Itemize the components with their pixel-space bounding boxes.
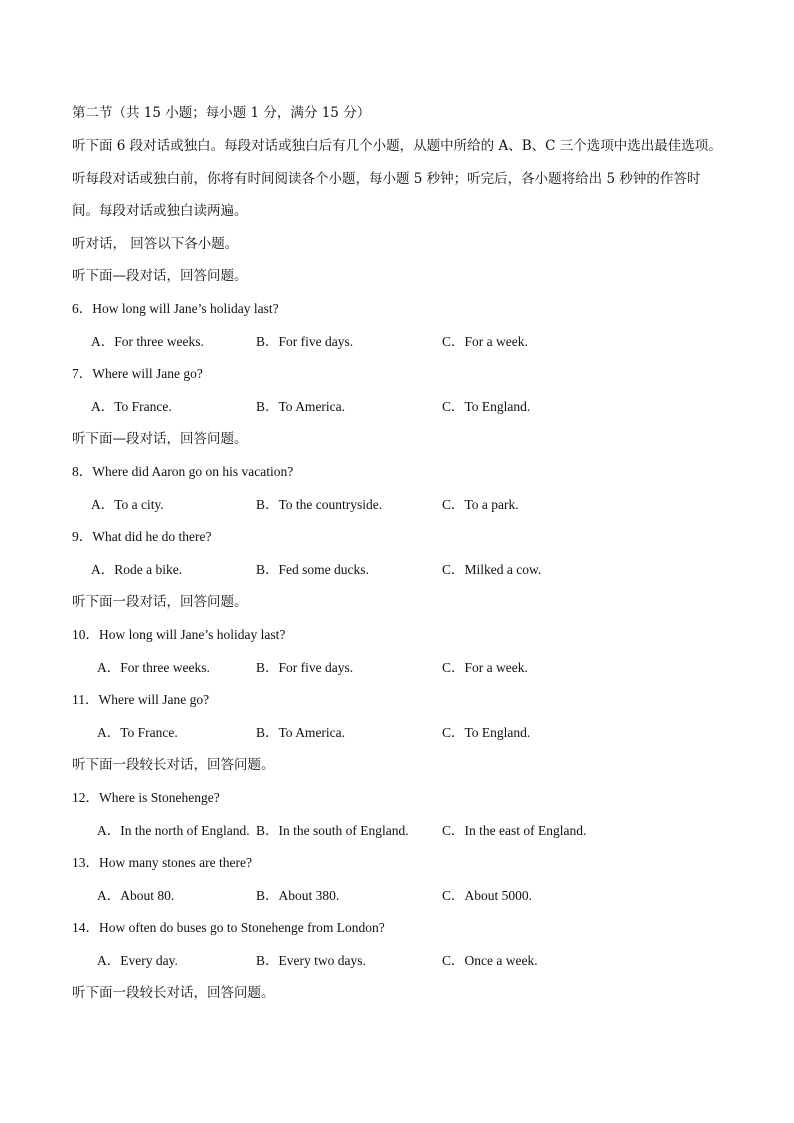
question-text: 9．What did he do there? <box>72 529 212 544</box>
option-b: B．To America. <box>256 725 346 740</box>
option-a: A．To France. <box>97 725 178 740</box>
option-c: C．To England. <box>442 725 531 740</box>
option-c: C．About 5000. <box>442 888 533 903</box>
option-a: A．About 80. <box>97 888 175 903</box>
instruction-line-4: 听对话， 回答以下各小题。 <box>72 236 239 252</box>
group-heading: 听下面—段对话，回答问题。 <box>72 268 248 284</box>
option-a: A．To a city. <box>91 497 164 512</box>
option-b: B．For five days. <box>256 660 354 675</box>
group-heading: 听下面一段较长对话，回答问题。 <box>72 985 275 1001</box>
instruction-line-3: 间。每段对话或独白读两遍。 <box>72 203 248 219</box>
section-header: 第二节（共 15 小题；每小题 1 分，满分 15 分） <box>72 105 371 121</box>
option-c: C．Once a week. <box>442 953 538 968</box>
option-c: C．To England. <box>442 399 531 414</box>
question-text: 12．Where is Stonehenge? <box>72 790 220 805</box>
option-c: C．For a week. <box>442 334 528 349</box>
option-a: A．Every day. <box>97 953 178 968</box>
group-heading: 听下面一段对话，回答问题。 <box>72 594 248 610</box>
option-b: B．Every two days. <box>256 953 366 968</box>
option-c: C．In the east of England. <box>442 823 587 838</box>
group-heading: 听下面—段对话，回答问题。 <box>72 431 248 447</box>
instruction-line-1: 听下面 6 段对话或独白。每段对话或独白后有几个小题，从题中所给的 A、B、C 三个选项中选出最佳选项。 <box>72 138 722 154</box>
option-b: B．Fed some ducks. <box>256 562 369 577</box>
option-c: C．To a park. <box>442 497 519 512</box>
option-b: B．About 380. <box>256 888 340 903</box>
option-b: B．To the countryside. <box>256 497 383 512</box>
option-a: A．For three weeks. <box>91 334 204 349</box>
question-text: 11．Where will Jane go? <box>72 692 210 707</box>
instruction-line-2: 听每段对话或独白前，你将有时间阅读各个小题，每小题 5 秒钟；听完后，各小题将给出 5 秒钟的作答时 <box>72 171 701 187</box>
question-text: 13．How many stones are there? <box>72 855 252 870</box>
question-text: 8．Where did Aaron go on his vacation? <box>72 464 294 479</box>
option-b: B．For five days. <box>256 334 354 349</box>
question-text: 7．Where will Jane go? <box>72 366 203 381</box>
option-b: B．In the south of England. <box>256 823 409 838</box>
option-b: B．To America. <box>256 399 346 414</box>
option-a: A．To France. <box>91 399 172 414</box>
option-c: C．Milked a cow. <box>442 562 542 577</box>
question-text: 10．How long will Jane’s holiday last? <box>72 627 286 642</box>
option-c: C．For a week. <box>442 660 528 675</box>
question-text: 6．How long will Jane’s holiday last? <box>72 301 279 316</box>
option-a: A．Rode a bike. <box>91 562 183 577</box>
option-a: A．In the north of England. <box>97 823 250 838</box>
option-a: A．For three weeks. <box>97 660 210 675</box>
question-text: 14．How often do buses go to Stonehenge from London? <box>72 920 385 935</box>
group-heading: 听下面一段较长对话，回答问题。 <box>72 757 275 773</box>
